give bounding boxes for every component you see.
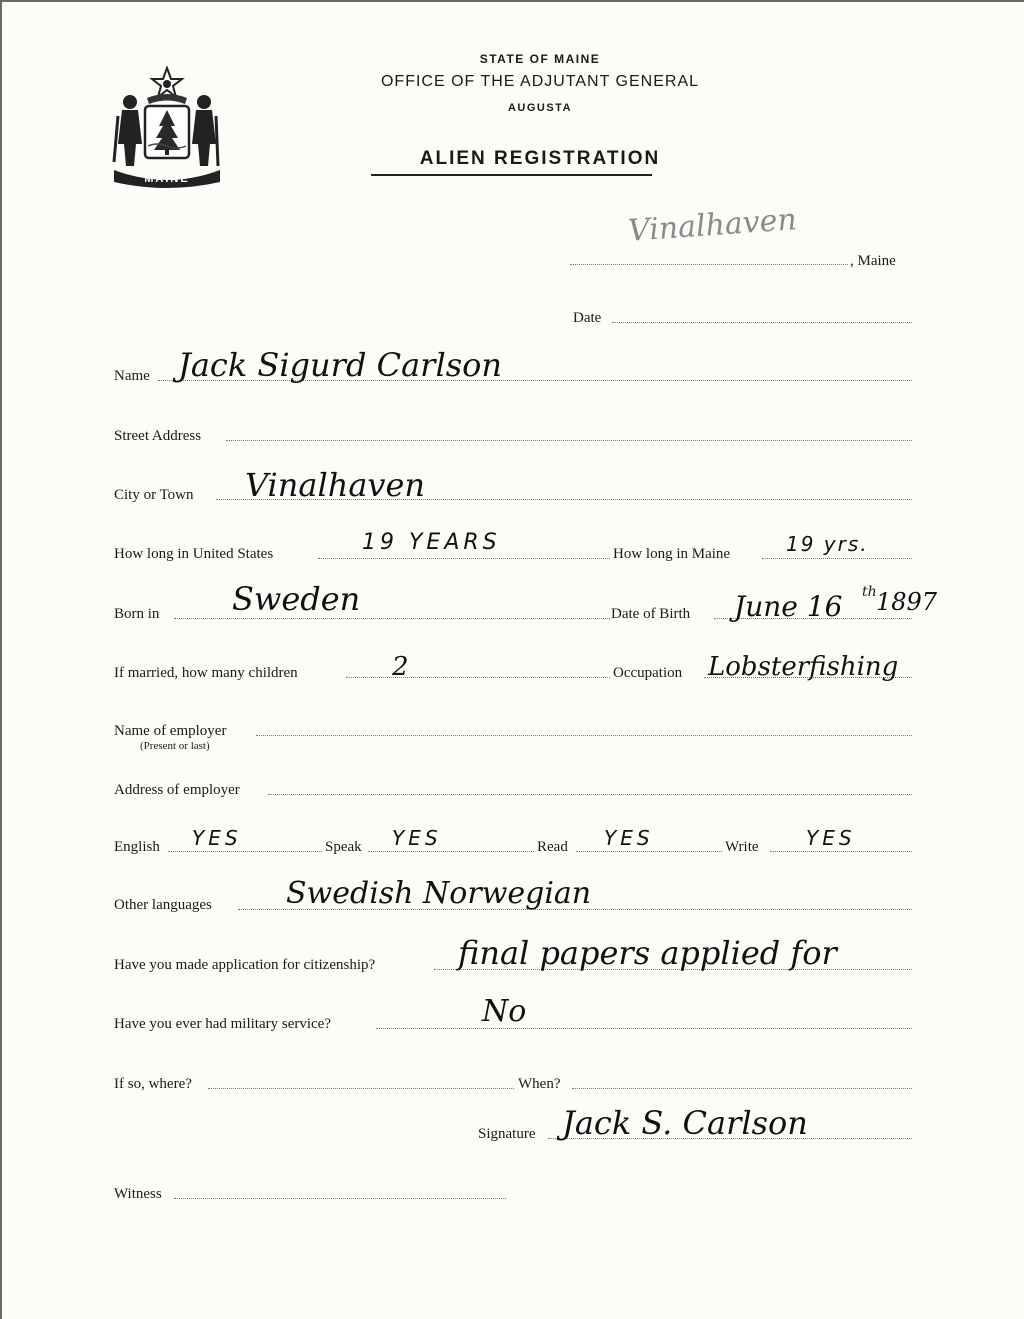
state-heading: STATE OF MAINE [479,52,601,66]
children-label: If married, how many children [114,665,298,681]
citizenship-value: final papers applied for [458,934,837,972]
street-address-label: Street Address [114,428,202,444]
dob-year: 1897 [876,588,938,616]
town-line [570,264,848,265]
dob-value: June 16 [734,590,843,623]
other-languages-value: Swedish Norwegian [286,876,592,911]
date-label: Date [573,310,602,326]
other-languages-label: Other languages [114,897,212,913]
english-label: English [114,839,160,855]
read-field[interactable] [576,851,722,852]
years-us-field[interactable] [318,558,610,559]
citizenship-label: Have you made application for citizenship? [114,957,376,973]
read-value: YES [604,826,654,850]
where-field[interactable] [208,1088,514,1089]
where-label: If so, where? [114,1076,192,1092]
military-value: No [482,994,527,1029]
english-field[interactable] [168,851,322,852]
children-value: 2 [392,652,409,682]
speak-label: Speak [325,839,362,855]
speak-value: YES [392,826,442,850]
occupation-label: Occupation [613,665,683,681]
street-address-field[interactable] [226,440,912,441]
employer-note: (Present or last) [140,740,210,752]
office-heading: OFFICE OF THE ADJUTANT GENERAL [380,73,700,90]
employer-name-field[interactable] [256,735,912,736]
name-value: Jack Sigurd Carlson [178,346,502,384]
employer-name-label: Name of employer [114,723,227,739]
witness-label: Witness [114,1186,162,1202]
born-in-label: Born in [114,606,160,622]
maine-state-seal-icon [112,66,222,190]
military-field[interactable] [376,1028,912,1029]
read-label: Read [537,839,568,855]
children-field[interactable] [346,677,610,678]
years-maine-field[interactable] [762,558,912,559]
city-label: City or Town [114,487,194,503]
date-field[interactable] [612,322,912,323]
form-title: ALIEN REGISTRATION [419,148,661,169]
seal-banner-text: MAINE [144,173,190,185]
occupation-value: Lobsterfishing [708,652,899,682]
employer-address-label: Address of employer [114,782,240,798]
write-value: YES [806,826,856,850]
city-heading: AUGUSTA [507,102,573,114]
write-label: Write [725,839,759,855]
when-field[interactable] [572,1088,912,1089]
witness-field[interactable] [174,1198,506,1199]
scan-border-left [0,0,2,1319]
maine-label: , Maine [850,253,896,269]
signature-label: Signature [478,1126,536,1142]
years-us-label: How long in United States [114,546,274,562]
dob-label: Date of Birth [611,606,691,622]
name-label: Name [114,368,150,384]
years-maine-value: 19 yrs. [786,532,869,556]
signature-value: Jack S. Carlson [562,1104,808,1142]
city-value: Vinalhaven [245,466,426,504]
years-us-value: 19 YEARS [362,530,501,555]
speak-field[interactable] [368,851,534,852]
english-value: YES [192,826,242,850]
military-label: Have you ever had military service? [114,1016,331,1032]
scan-border-top [0,0,1024,2]
employer-address-field[interactable] [268,794,912,795]
born-in-value: Sweden [232,580,361,618]
born-in-field[interactable] [174,618,610,619]
write-field[interactable] [770,851,912,852]
when-label: When? [518,1076,561,1092]
town-value-pencil: Vinalhaven [626,202,798,249]
title-underline [371,174,652,176]
years-maine-label: How long in Maine [613,546,731,562]
dob-suffix: th [862,584,877,600]
